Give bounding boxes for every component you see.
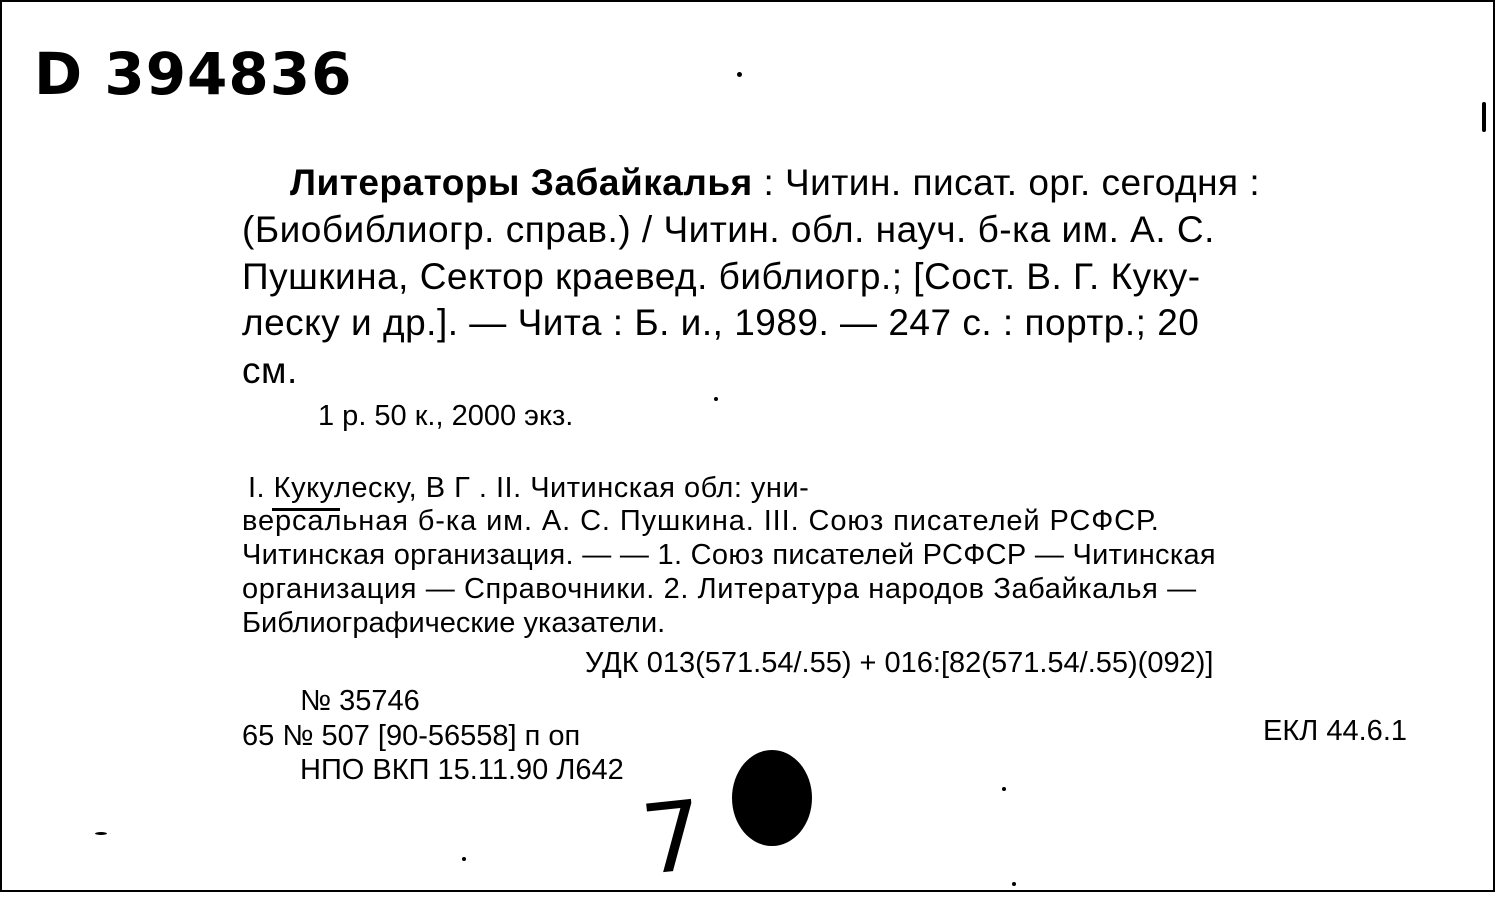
- record-number: № 35746: [300, 685, 420, 717]
- ekl-code: ЕКЛ 44.6.1: [1263, 715, 1407, 747]
- notes-line-3: Читинская организация. — — 1. Союз писателей РСФСР — Читинская: [242, 539, 1216, 571]
- speck: [737, 72, 742, 77]
- shelfmark: D 394836: [34, 40, 353, 108]
- speck: [1482, 102, 1486, 132]
- entry-line-5: см.: [242, 350, 298, 391]
- entry-line-3: Пушкина, Сектор краевед. библиогр.; [Сост. В. Г. Куку-: [242, 256, 1201, 297]
- order-line: 65 № 507 [90-56558] п оп: [242, 720, 581, 752]
- speck: [1002, 787, 1006, 791]
- entry-line-2: (Биобиблиогр. справ.) / Читин. обл. науч. б-ка им. А. С.: [242, 209, 1215, 250]
- entry-line-1: [290, 162, 1260, 204]
- notes-line-4: организация — Справочники. 2. Литература народов Забайкалья —: [242, 573, 1197, 605]
- entry-title: Литераторы Забайкалья: [290, 162, 753, 203]
- notes-line-1: I. Кукулеску, В Г . II. Читинская обл: уни-: [248, 472, 810, 504]
- punch-dot: [732, 750, 812, 846]
- speck: [462, 857, 466, 861]
- entry-line-4: леску и др.]. — Чита : Б. и., 1989. — 247 с. : портр.; 20: [242, 302, 1200, 343]
- speck: [1012, 882, 1016, 886]
- speck: [714, 397, 718, 401]
- notes-line-2: версальная б-ка им. А. С. Пушкина. III. Союз писателей РСФСР.: [242, 505, 1160, 537]
- udk-line: УДК 013(571.54/.55) + 016:[82(571.54/.55)(092)]: [585, 647, 1214, 679]
- npo-line: НПО ВКП 15.11.90 Л642: [300, 754, 624, 786]
- speck: [95, 832, 107, 835]
- handwritten-number: 7: [636, 779, 709, 897]
- entry-title-rest: : Читин. писат. орг. сегодня :: [752, 162, 1261, 203]
- notes-line-5: Библиографические указатели.: [242, 607, 666, 639]
- price-line: 1 р. 50 к., 2000 экз.: [318, 400, 574, 432]
